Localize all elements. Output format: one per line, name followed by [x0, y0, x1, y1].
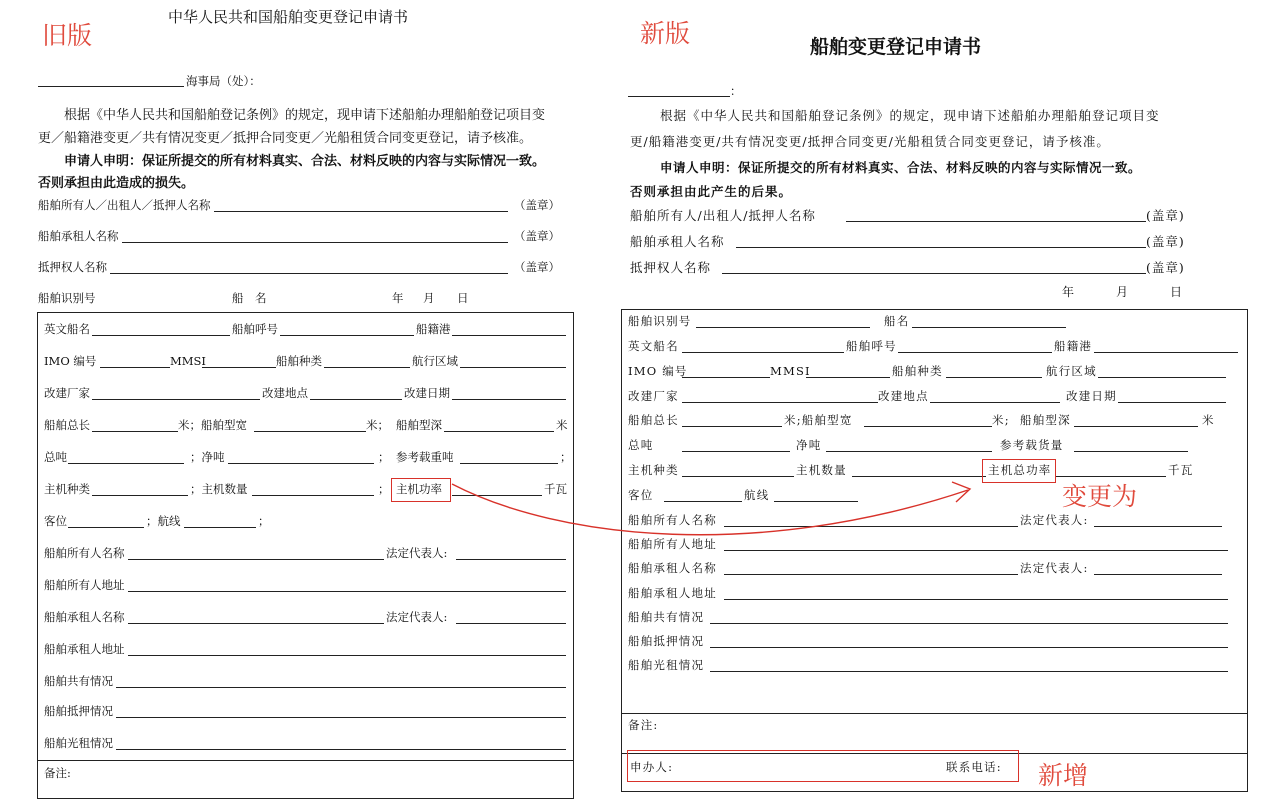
new-rebuild-date-label: 改建日期: [1066, 389, 1117, 403]
meter-2: 米；: [366, 418, 389, 432]
new-engine-count-label: 主机数量: [796, 463, 847, 477]
new-port-label: 船籍港: [1054, 339, 1093, 353]
new-area-label: 航行区域: [1046, 364, 1097, 378]
new-remark-label: 备注:: [628, 718, 659, 732]
new-mortgagee-label: 抵押权人名称: [630, 260, 712, 275]
bareboat-label: 船舶光租情况: [44, 736, 113, 750]
breadth-label: 米；船舶型宽: [178, 418, 247, 432]
lessee-name-label: 船舶承租人名称: [44, 610, 125, 624]
month: 月: [423, 291, 435, 305]
new-gt-label: 总吨: [628, 438, 654, 452]
new-lessee-name-label: 船舶承租人名称: [628, 561, 717, 575]
new-lessee-addr-label: 船舶承租人地址: [628, 586, 717, 600]
new-co-own-label: 船舶共有情况: [628, 610, 705, 624]
new-owner-addr-label: 船舶所有人地址: [628, 537, 717, 551]
area-label: 航行区域: [412, 354, 458, 368]
new-shipname-label: 船名: [884, 314, 910, 328]
meter-3: 米: [556, 418, 568, 432]
added-tag: 新增: [1038, 761, 1089, 790]
new-bareboat-label: 船舶光租情况: [628, 658, 705, 672]
new-breadth-label: 米;船舶型宽: [784, 413, 853, 427]
lessee-label: 船舶承租人名称: [38, 229, 119, 243]
new-month: 月: [1116, 285, 1129, 299]
owner-label: 船舶所有人／出租人／抵押人名称: [38, 198, 211, 212]
new-depth-label: 船舶型深: [1020, 413, 1071, 427]
new-version-tag: 新版: [640, 19, 691, 48]
new-seal-2: (盖章): [1146, 234, 1185, 249]
mmsi-label: MMSI: [170, 354, 206, 368]
new-seal-3: (盖章): [1146, 260, 1185, 275]
length-label: 船舶总长: [44, 418, 90, 432]
en-name-label: 英文船名: [44, 322, 90, 336]
agency-suffix: 海事局（处）：: [186, 74, 261, 88]
intro-line1: 根据《中华人民共和国船舶登记条例》的规定，现申请下述船舶办理船舶登记项目变: [64, 108, 546, 123]
changed-tag: 变更为: [1062, 482, 1138, 511]
rebuild-place-label: 改建地点: [262, 386, 308, 400]
kw-label: 千瓦: [544, 482, 567, 496]
rebuild-date-label: 改建日期: [404, 386, 450, 400]
seal-3: （盖章）: [514, 260, 560, 274]
phone-label: 联系电话:: [946, 760, 1002, 774]
change-arrow-curve: [452, 484, 968, 535]
day: 日: [457, 291, 469, 305]
sep-1: ；: [378, 450, 390, 464]
year: 年: [392, 291, 404, 305]
new-meter-3: 米: [1202, 413, 1215, 427]
new-intro-line1: 根据《中华人民共和国船舶登记条例》的规定，现申请下述船舶办理船舶登记项目变: [660, 108, 1160, 123]
new-colon: ：: [730, 84, 742, 98]
legal-rep-1: 法定代表人:: [386, 546, 448, 560]
new-declaration-line2: 否则承担由此产生的后果。: [630, 184, 793, 199]
rebuild-yard-label: 改建厂家: [44, 386, 90, 400]
shipid-label: 船舶识别号: [38, 291, 96, 305]
remark-label: 备注:: [44, 766, 71, 780]
declaration-line1: 申请人申明：保证所提交的所有材料真实、合法、材料反映的内容与实际情况一致。: [64, 154, 546, 169]
new-callsign-label: 船舶呼号: [846, 339, 897, 353]
new-type-label: 船舶种类: [892, 364, 943, 378]
gt-label: 总吨: [44, 450, 67, 464]
new-rebuild-place-label: 改建地点: [878, 389, 929, 403]
imo-label: IMO 编号: [44, 354, 97, 368]
new-route-label: 航线: [744, 488, 770, 502]
new-legal-rep-1: 法定代表人:: [1020, 513, 1089, 527]
owner-addr-label: 船舶所有人地址: [44, 578, 125, 592]
new-declaration-line1: 申请人申明：保证所提交的所有材料真实、合法、材料反映的内容与实际情况一致。: [660, 160, 1142, 175]
engine-count-label: ；主机数量: [190, 482, 248, 496]
new-kw-label: 千瓦: [1168, 463, 1194, 477]
mortgagee-label: 抵押权人名称: [38, 260, 107, 274]
new-owner-name-label: 船舶所有人名称: [628, 513, 717, 527]
co-own-label: 船舶共有情况: [44, 674, 113, 688]
new-dwt-label: 参考载货量: [1000, 438, 1064, 452]
owner-name-label: 船舶所有人名称: [44, 546, 125, 560]
mortgage-label: 船舶抵押情况: [44, 704, 113, 718]
new-legal-rep-2: 法定代表人:: [1020, 561, 1089, 575]
new-length-label: 船舶总长: [628, 413, 679, 427]
applicant-label: 申办人:: [630, 760, 674, 774]
sep-2: ；: [560, 450, 572, 464]
dwt-label: 参考载重吨: [396, 450, 454, 464]
new-mortgage-label: 船舶抵押情况: [628, 634, 705, 648]
declaration-line2: 否则承担由此造成的损失。: [38, 176, 195, 191]
new-mmsi-label: MMSI: [770, 364, 811, 378]
new-rebuild-yard-label: 改建厂家: [628, 389, 679, 403]
new-shipid-label: 船舶识别号: [628, 314, 692, 328]
legal-rep-2: 法定代表人:: [386, 610, 448, 624]
lessee-addr-label: 船舶承租人地址: [44, 642, 125, 656]
intro-line2: 更／船籍港变更／共有情况变更／抵押合同变更／光船租赁合同变更登记，请予核准。: [38, 131, 533, 146]
depth-label: 船舶型深: [396, 418, 442, 432]
engine-type-label: 主机种类: [44, 482, 90, 496]
route-label: ；航线: [146, 514, 181, 528]
new-intro-line2: 更/船籍港变更/共有情况变更/抵押合同变更/光船租赁合同变更登记，请予核准。: [630, 134, 1110, 149]
new-en-name-label: 英文船名: [628, 339, 679, 353]
engine-power-label: 主机功率: [396, 482, 442, 496]
port-label: 船籍港: [416, 322, 451, 336]
new-day: 日: [1170, 285, 1183, 299]
nt-label: ；净吨: [190, 450, 225, 464]
old-version-tag: 旧版: [42, 21, 93, 50]
old-title: 中华人民共和国船舶变更登记申请书: [168, 8, 409, 26]
seal-1: （盖章）: [514, 198, 560, 212]
new-nt-label: 净吨: [796, 438, 822, 452]
new-engine-power-label: 主机总功率: [988, 463, 1052, 477]
sep-3: ；: [378, 482, 390, 496]
type-label: 船舶种类: [276, 354, 322, 368]
new-title: 船舶变更登记申请书: [810, 36, 982, 58]
new-berth-label: 客位: [628, 488, 654, 502]
new-meter-2: 米;: [992, 413, 1010, 427]
new-seal-1: (盖章): [1146, 208, 1185, 223]
new-imo-label: IMO 编号: [628, 364, 688, 378]
sep-4: ；: [258, 514, 270, 528]
new-lessee-label: 船舶承租人名称: [630, 234, 725, 249]
berth-label: 客位: [44, 514, 67, 528]
new-year: 年: [1062, 285, 1075, 299]
new-owner-label: 船舶所有人/出租人/抵押人名称: [630, 208, 816, 223]
shipname-label: 船 名: [232, 291, 267, 305]
seal-2: （盖章）: [514, 229, 560, 243]
callsign-label: 船舶呼号: [232, 322, 278, 336]
new-engine-type-label: 主机种类: [628, 463, 679, 477]
